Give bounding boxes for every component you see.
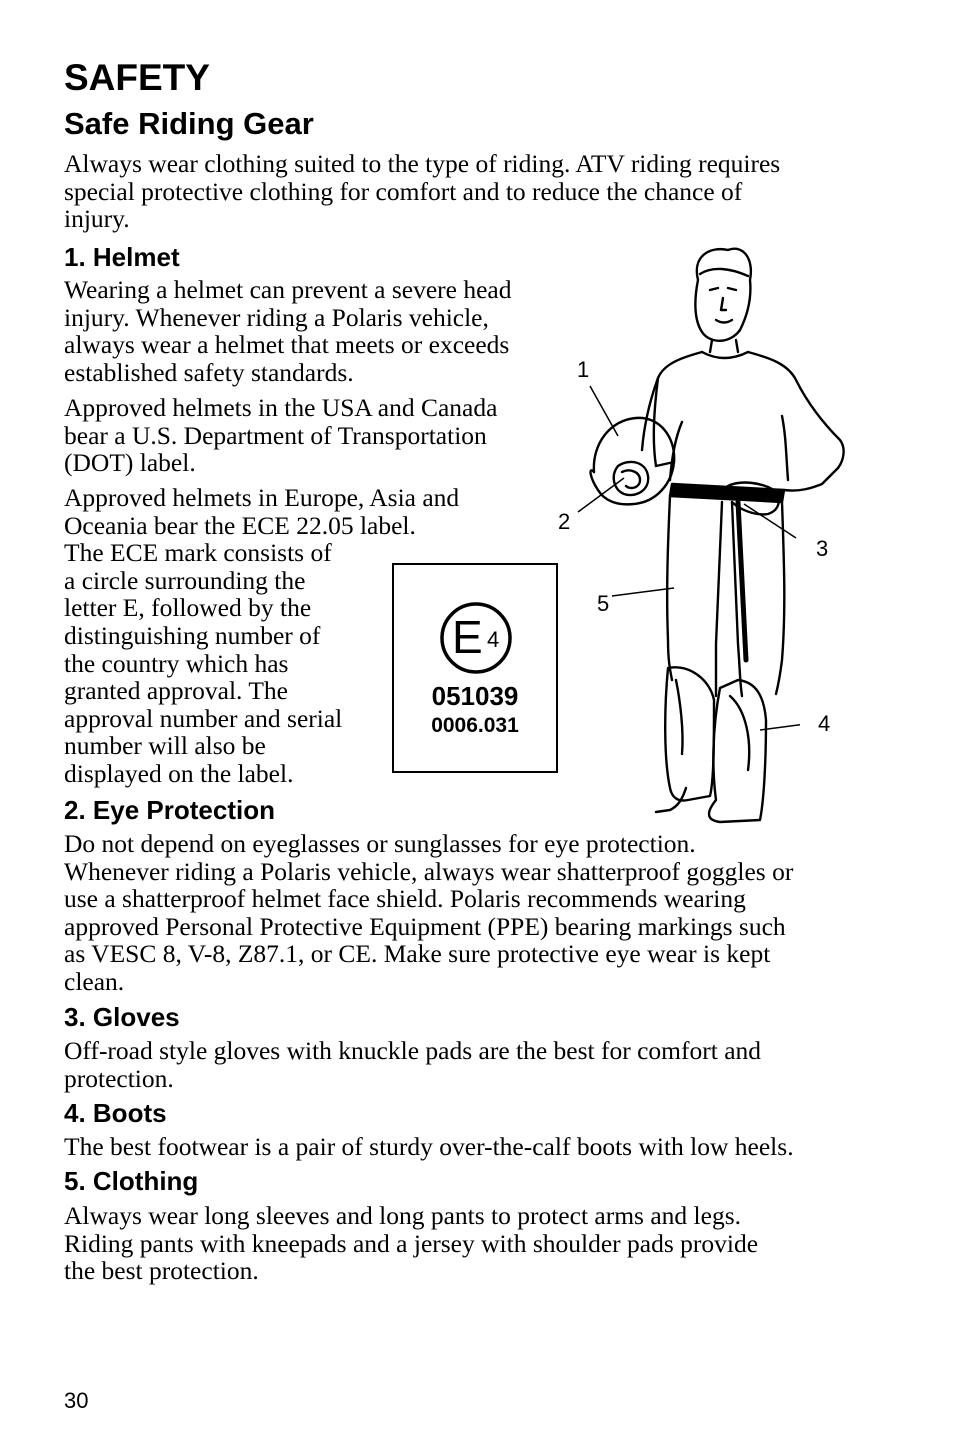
gloves-heading: 3. Gloves <box>64 1002 180 1032</box>
text-line: approval number and serial <box>64 703 343 733</box>
ece-approval-number: 051039 <box>431 681 519 711</box>
callout-leader-lines <box>560 357 800 740</box>
text-line: a circle surrounding the <box>64 565 306 595</box>
text-line: Oceania bear the ECE 22.05 label. <box>64 510 416 540</box>
text-line: established safety standards. <box>64 357 354 387</box>
text-line: Approved helmets in the USA and Canada <box>64 393 498 422</box>
boots-heading: 4. Boots <box>64 1098 167 1128</box>
text-line: Whenever riding a Polaris vehicle, always wear shatterproof goggles or <box>64 856 794 886</box>
text-line: Off-road style gloves with knuckle pads are the best for comfort and <box>64 1036 762 1065</box>
intro-line: Always wear clothing suited to the type of riding. ATV riding requires <box>64 149 781 178</box>
text-line: as VESC 8, V-8, Z87.1, or CE. Make sure protective eye wear is kept <box>64 939 771 969</box>
eye-protection-paragraph <box>64 830 793 996</box>
text-line: Wearing a helmet can prevent a severe head <box>64 275 512 304</box>
text-line: granted approval. The <box>64 676 288 706</box>
ece-country-number: 4 <box>487 627 500 652</box>
text-line: use a shatterproof helmet face shield. Polaris recommends wearing <box>64 884 746 914</box>
ece-letter: E <box>452 611 483 663</box>
text-line: the best protection. <box>64 1256 259 1286</box>
callout-4: 4 <box>818 711 831 736</box>
text-line: The best footwear is a pair of sturdy over-the-calf boots with low heels. <box>64 1132 794 1161</box>
text-line: Riding pants with kneepads and a jersey with shoulder pads provide <box>64 1228 759 1258</box>
boots-paragraph <box>64 1133 794 1161</box>
eye-protection-heading: 2. Eye Protection <box>64 795 275 825</box>
text-line: injury. Whenever riding a Polaris vehicle, <box>64 302 489 332</box>
text-line: the country which has <box>64 648 289 678</box>
text-line: number will also be <box>64 731 266 761</box>
page-title: Safe Riding Gear <box>64 106 314 141</box>
page-number: 30 <box>64 1388 89 1413</box>
intro-paragraph <box>64 150 780 233</box>
text-line: bear a U.S. Department of Transportation <box>64 420 487 450</box>
text-line: The ECE mark consists of <box>64 538 332 568</box>
text-line: Approved helmets in Europe, Asia and <box>64 483 460 512</box>
ece-serial-number: 0006.031 <box>431 714 519 737</box>
callout-5: 5 <box>597 591 610 616</box>
text-line: clean. <box>64 966 125 996</box>
callout-1: 1 <box>577 357 590 382</box>
callout-3: 3 <box>816 536 829 561</box>
ece-label <box>392 563 558 773</box>
text-line: (DOT) label. <box>64 448 196 478</box>
callout-2: 2 <box>558 509 571 534</box>
gloves-paragraph <box>64 1037 761 1092</box>
helmet-paragraph-2 <box>64 394 497 477</box>
clothing-heading: 5. Clothing <box>64 1166 199 1196</box>
helmet-paragraph-1 <box>64 276 512 386</box>
text-line: always wear a helmet that meets or exceeds <box>64 330 510 360</box>
text-line: protection. <box>64 1063 174 1093</box>
text-line: letter E, followed by the <box>64 593 312 623</box>
text-line: displayed on the label. <box>64 758 294 788</box>
clothing-paragraph <box>64 1202 758 1285</box>
text-line: approved Personal Protective Equipment (PPE) bearing markings such <box>64 911 786 941</box>
intro-line: injury. <box>64 204 130 234</box>
text-line: Do not depend on eyeglasses or sunglasses for eye protection. <box>64 829 696 858</box>
section-title: SAFETY <box>64 57 210 98</box>
text-line: distinguishing number of <box>64 620 321 650</box>
intro-line: special protective clothing for comfort and to reduce the chance of <box>64 176 743 206</box>
text-line: Always wear long sleeves and long pants to protect arms and legs. <box>64 1201 741 1230</box>
ece-mark-circle <box>394 565 556 771</box>
helmet-heading: 1. Helmet <box>64 242 180 272</box>
